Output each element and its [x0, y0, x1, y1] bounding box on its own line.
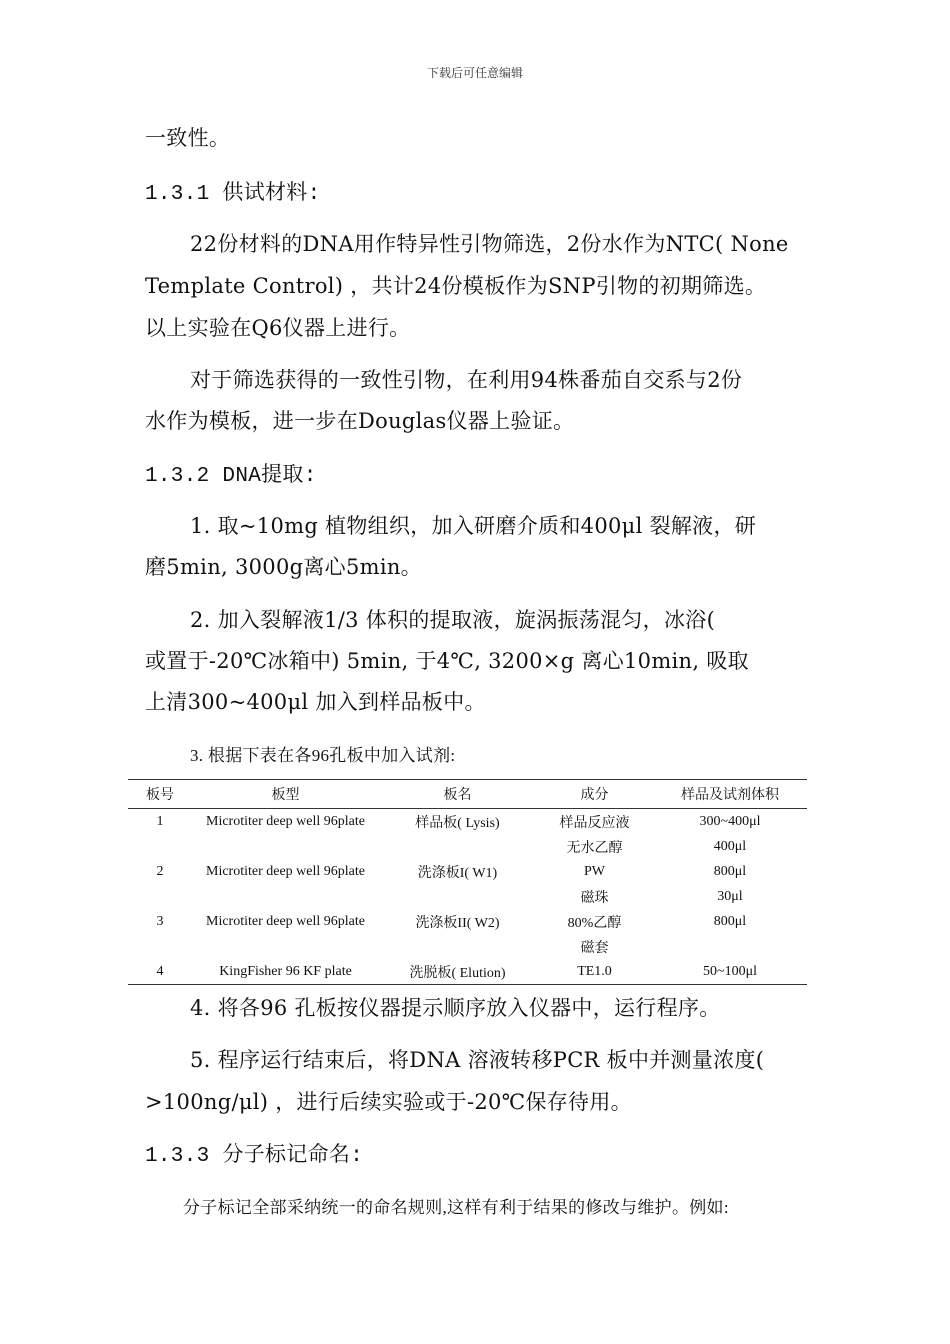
cell: 洗涤板I( W1) — [417, 865, 498, 881]
step-5-line2: >100ng/μl) ，进行后续实验或于-20℃保存待用。 — [145, 1090, 632, 1114]
cell: 300~400μl — [699, 813, 761, 829]
cell: 2 — [156, 863, 164, 879]
section-heading-1-3-2: 1.3.2 DNA提取: — [145, 465, 317, 488]
cell: 50~100μl — [653, 959, 807, 985]
table-row — [128, 909, 807, 934]
table-row — [128, 834, 807, 859]
cell: 4 — [128, 959, 192, 985]
paragraph-materials-line3: 以上实验在Q6仪器上进行。 — [145, 316, 411, 340]
cell: TE1.0 — [536, 959, 653, 985]
cell: 样品反应液 — [559, 815, 630, 831]
paragraph-validation-line2: 水作为模板，进一步在Douglas仪器上验证。 — [145, 409, 575, 433]
col-header-volume: 样品及试剂体积 — [653, 780, 807, 809]
step-1-line1: 1. 取~10mg 植物组织，加入研磨介质和400μl 裂解液，研 — [190, 514, 757, 538]
cell — [192, 834, 379, 859]
cell — [379, 834, 536, 859]
paragraph-materials-line1: 22份材料的DNA用作特异性引物筛选，2份水作为NTC( None — [190, 232, 789, 256]
cell: 洗脱板( Elution) — [379, 959, 536, 985]
step-4: 4. 将各96 孔板按仪器提示顺序放入仪器中，运行程序。 — [190, 996, 721, 1020]
table-header-row — [128, 780, 807, 809]
cell: 磁套 — [580, 940, 609, 956]
cell: 3 — [156, 913, 164, 929]
step-1-line2: 磨5min, 3000g离心5min。 — [145, 555, 422, 579]
cell: 80%乙醇 — [567, 915, 622, 931]
paragraph-continuation: 一致性。 — [145, 126, 231, 150]
cell — [128, 884, 192, 909]
cell: Microtiter deep well 96plate — [206, 813, 365, 829]
reagent-table — [128, 779, 807, 985]
table-row — [128, 934, 807, 959]
step-2-line2: 或置于-20℃冰箱中) 5min, 于4℃, 3200×g 离心10min, 吸取 — [145, 649, 749, 673]
cell: 30μl — [717, 888, 743, 904]
step-2-line3: 上清300~400μl 加入到样品板中。 — [145, 690, 486, 714]
cell — [379, 884, 536, 909]
cell: 800μl — [713, 913, 747, 929]
col-header-plate-type: 板型 — [192, 780, 379, 809]
section-heading-1-3-1: 1.3.1 供试材料: — [145, 183, 321, 206]
cell: 400μl — [713, 838, 747, 854]
step-3-caption: 3. 根据下表在各96孔板中加入试剂: — [190, 746, 456, 765]
table-row — [128, 959, 807, 985]
cell: Microtiter deep well 96plate — [206, 913, 365, 929]
cell: KingFisher 96 KF plate — [192, 959, 379, 985]
cell: 磁珠 — [580, 890, 609, 906]
table-row — [128, 859, 807, 884]
cell — [128, 834, 192, 859]
step-2-line1: 2. 加入裂解液1/3 体积的提取液，旋涡振荡混匀，冰浴( — [190, 608, 716, 632]
cell: 800μl — [713, 863, 747, 879]
col-header-plate-no: 板号 — [128, 780, 192, 809]
table-row — [128, 809, 807, 835]
cell: PW — [584, 863, 605, 879]
cell — [192, 934, 379, 959]
cell — [653, 934, 807, 959]
paragraph-naming-rules: 分子标记全部采纳统一的命名规则,这样有利于结果的修改与维护。例如: — [183, 1198, 729, 1217]
cell: 无水乙醇 — [566, 840, 623, 856]
paragraph-materials-line2: Template Control) ，共计24份模板作为SNP引物的初期筛选。 — [145, 274, 767, 298]
paragraph-validation-line1: 对于筛选获得的一致性引物，在利用94株番茄自交系与2份 — [190, 368, 743, 392]
cell: 1 — [156, 813, 164, 829]
section-heading-1-3-3: 1.3.3 分子标记命名: — [145, 1145, 364, 1168]
cell — [128, 934, 192, 959]
cell — [192, 884, 379, 909]
cell: 样品板( Lysis) — [415, 815, 500, 831]
col-header-component: 成分 — [536, 780, 653, 809]
cell: Microtiter deep well 96plate — [206, 863, 365, 879]
step-5-line1: 5. 程序运行结束后，将DNA 溶液转移PCR 板中并测量浓度( — [190, 1048, 765, 1072]
cell — [379, 934, 536, 959]
cell: 洗涤板II( W2) — [415, 915, 500, 931]
col-header-plate-name: 板名 — [379, 780, 536, 809]
page-header: 下载后可任意编辑 — [426, 66, 523, 80]
table-row — [128, 884, 807, 909]
